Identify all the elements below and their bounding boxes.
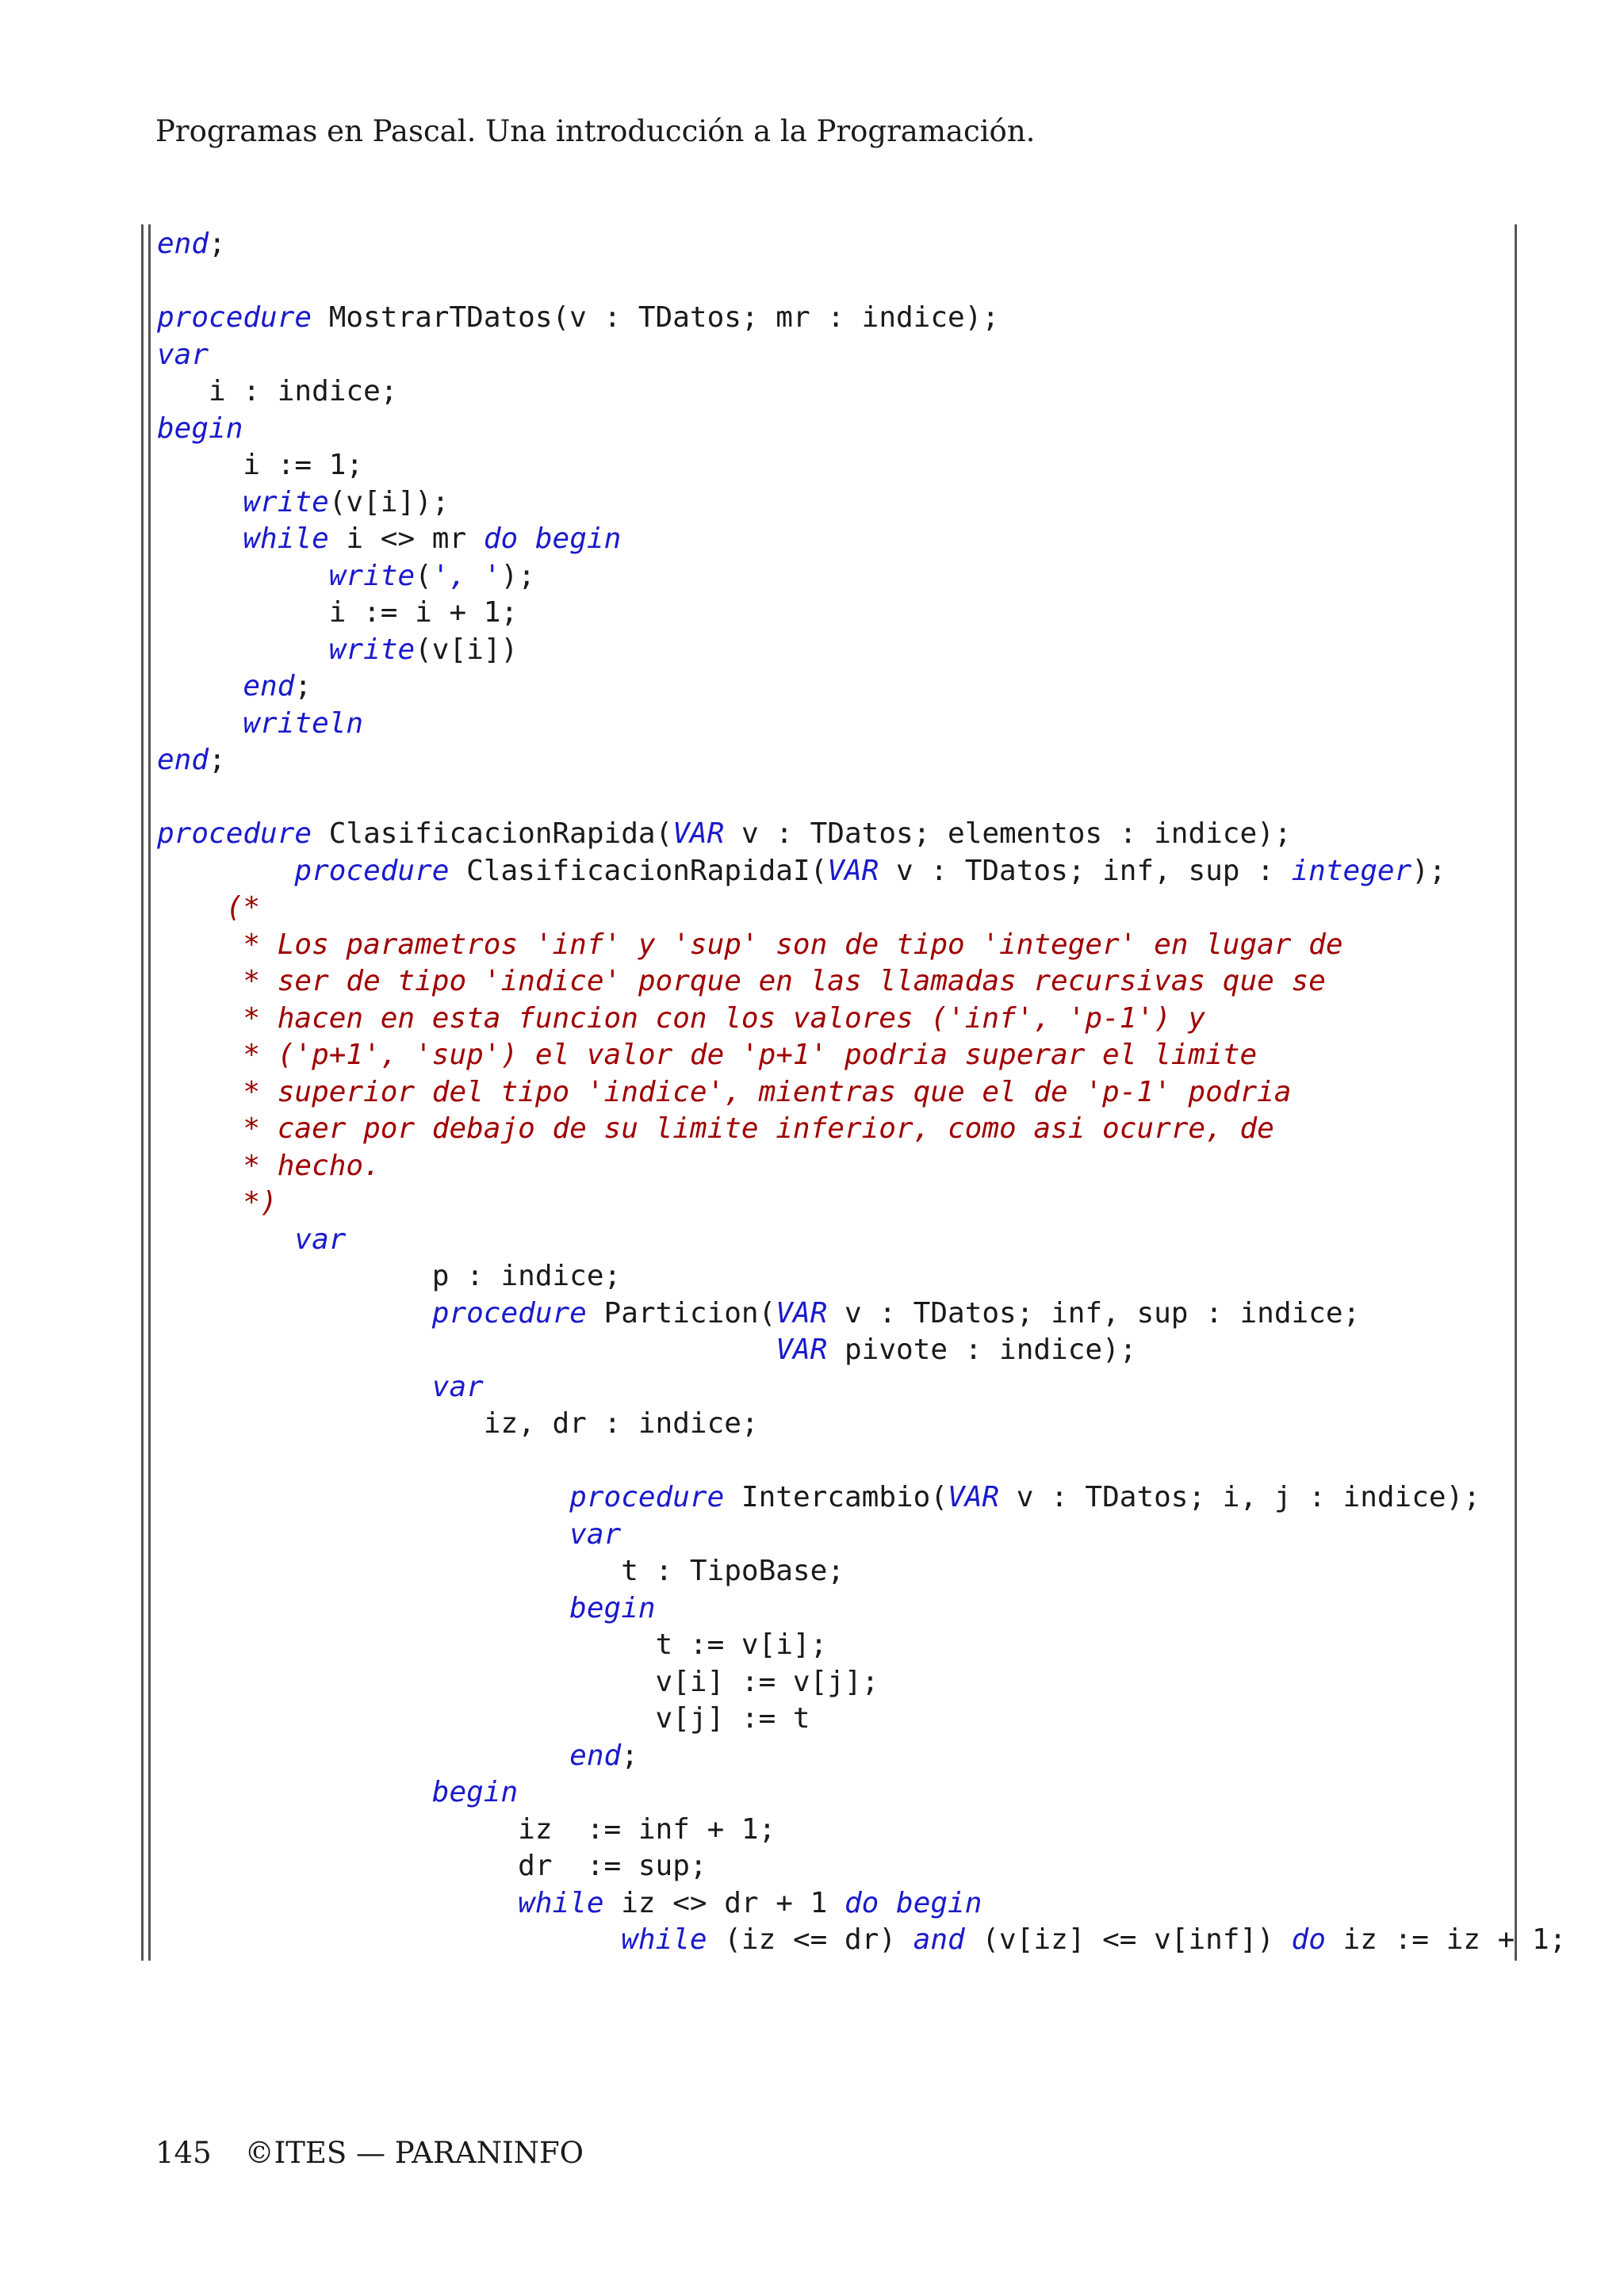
code-text: pivote : indice); [827, 1334, 1137, 1366]
code-keyword: write [328, 559, 416, 592]
code-line [157, 1553, 1505, 1590]
code-line [157, 1111, 1505, 1148]
code-text [157, 1297, 432, 1330]
code-text: ); [500, 559, 535, 592]
code-text: v : TDatos; i, j : indice); [999, 1481, 1480, 1513]
code-text: (v[i]); [328, 485, 450, 519]
code-line [157, 263, 1505, 300]
code-line [157, 668, 1505, 706]
code-text: iz := iz + 1; [1325, 1923, 1567, 1956]
code-line [157, 816, 1505, 853]
code-text [157, 633, 329, 666]
code-line [157, 521, 1505, 558]
code-text: ); [1411, 854, 1446, 887]
code-text [157, 1334, 776, 1366]
code-line [157, 1664, 1505, 1701]
code-line [157, 337, 1505, 374]
code-line [157, 890, 1505, 927]
code-text: p : indice; [157, 1260, 622, 1292]
code-text [157, 486, 243, 519]
code-text: v : TDatos; inf, sup : [879, 854, 1292, 887]
page-header: Programas en Pascal. Una introducción a la Programación. [155, 114, 1036, 148]
code-text [157, 522, 243, 555]
code-line [157, 1848, 1505, 1885]
code-keyword: begin [896, 1886, 982, 1919]
code-line [157, 1037, 1505, 1074]
code-keyword: begin [431, 1776, 519, 1808]
code-keyword: end [243, 670, 295, 702]
code-text [518, 522, 535, 555]
code-keyword: begin [569, 1591, 656, 1624]
code-text: i := i + 1; [157, 596, 519, 629]
code-line [157, 595, 1505, 632]
code-text: i := 1; [157, 449, 364, 481]
code-text: ( [415, 559, 432, 592]
code-keyword: VAR [827, 854, 879, 887]
code-comment: (* [157, 891, 261, 924]
code-frame-left-outer-rule [141, 224, 144, 1961]
code-text: iz <> dr + 1 [603, 1886, 845, 1919]
code-line [157, 1443, 1505, 1480]
code-listing [157, 226, 1567, 1959]
code-text [879, 1887, 896, 1919]
code-keyword: var [431, 1370, 484, 1403]
code-text: MostrarTDatos(v : TDatos; mr : indice); [312, 301, 1000, 334]
code-keyword: writeln [243, 706, 364, 740]
copyright-notice: ©ITES — PARANINFO [244, 2136, 584, 2170]
code-keyword: end [157, 228, 209, 260]
code-keyword: var [157, 338, 209, 371]
code-text [157, 1887, 518, 1919]
code-keyword: do [844, 1886, 879, 1919]
code-keyword: write [243, 485, 329, 519]
code-keyword: end [157, 744, 209, 776]
code-keyword: do [483, 522, 519, 555]
code-keyword: begin [157, 411, 243, 445]
code-text [157, 855, 294, 887]
code-keyword: procedure [431, 1296, 587, 1330]
code-text [157, 1518, 569, 1551]
code-line [157, 1590, 1505, 1628]
code-line [157, 373, 1505, 411]
code-text: ClasificacionRapidaI( [449, 854, 828, 887]
code-keyword: procedure [157, 301, 312, 334]
code-keyword: VAR [776, 1296, 828, 1330]
code-line [157, 1922, 1567, 1959]
code-frame-left-inner-rule [148, 224, 151, 1961]
code-line [157, 1222, 1505, 1259]
code-text: iz := inf + 1; [157, 1812, 776, 1846]
code-comment: *) [157, 1186, 278, 1219]
code-comment: * hacen en esta funcion con los valores ('inf', 'p-1') y [157, 1001, 1206, 1035]
code-text: ; [294, 670, 312, 702]
code-line [157, 1774, 1505, 1812]
code-frame-right-rule [1515, 224, 1517, 1961]
code-line [157, 1812, 1505, 1849]
code-line [157, 742, 1505, 779]
code-text [157, 1923, 621, 1956]
code-comment: * ('p+1', 'sup') el valor de 'p+1' podria superar el limite [157, 1039, 1258, 1071]
code-text: i : indice; [157, 375, 398, 408]
code-line [157, 300, 1505, 337]
code-text: ; [209, 228, 226, 260]
code-text [157, 670, 243, 702]
code-line [157, 1184, 1505, 1222]
code-line [157, 1627, 1505, 1664]
code-keyword: var [569, 1517, 622, 1551]
code-line [157, 558, 1505, 595]
code-text [157, 1223, 294, 1256]
code-keyword: do [1291, 1923, 1326, 1956]
code-line [157, 632, 1505, 669]
code-line [157, 1332, 1505, 1369]
code-keyword: integer [1291, 854, 1412, 887]
code-text: dr := sup; [157, 1850, 707, 1882]
code-line [157, 1148, 1505, 1185]
code-keyword: while [243, 522, 329, 555]
code-keyword: procedure [294, 854, 450, 887]
code-line [157, 1479, 1505, 1517]
code-text [157, 560, 329, 592]
code-keyword: and [913, 1923, 965, 1956]
code-text: Intercambio( [724, 1481, 948, 1513]
code-line [157, 1369, 1505, 1406]
code-keyword: while [621, 1923, 707, 1956]
code-comment: * superior del tipo 'indice', mientras que el de 'p-1' podria [157, 1075, 1292, 1108]
code-line [157, 1406, 1505, 1443]
page-footer [155, 2136, 584, 2170]
code-line [157, 1074, 1505, 1112]
code-line [157, 1885, 1505, 1923]
code-text: v : TDatos; elementos : indice); [724, 817, 1292, 850]
code-line [157, 484, 1505, 522]
code-text: iz, dr : indice; [157, 1407, 759, 1440]
code-text: (v[iz] <= v[inf]) [964, 1923, 1292, 1956]
code-string: ', ' [431, 559, 501, 592]
code-line [157, 927, 1505, 964]
code-text [157, 1776, 432, 1808]
code-keyword: while [518, 1886, 604, 1919]
code-keyword: begin [534, 522, 622, 555]
code-line [157, 1001, 1505, 1038]
code-keyword: VAR [776, 1334, 828, 1366]
code-keyword: end [569, 1739, 622, 1772]
code-text [157, 1592, 569, 1624]
code-keyword: write [328, 633, 416, 666]
code-keyword: VAR [672, 817, 725, 850]
code-line [157, 1517, 1505, 1554]
code-text: i <> mr [328, 522, 484, 555]
code-keyword: procedure [157, 817, 312, 850]
code-text: ; [621, 1739, 638, 1772]
code-text: Particion( [586, 1296, 776, 1330]
code-keyword: var [294, 1223, 347, 1256]
code-line [157, 447, 1505, 484]
code-text [157, 1371, 432, 1403]
page-number: 145 [155, 2136, 212, 2170]
code-keyword: VAR [948, 1481, 1000, 1513]
code-comment: * caer por debajo de su limite inferior, como asi ocurre, de [157, 1112, 1274, 1145]
code-line [157, 1295, 1505, 1333]
code-line [157, 226, 1505, 263]
code-line [157, 411, 1505, 448]
code-line [157, 706, 1505, 743]
code-text [157, 1481, 569, 1513]
code-text: ; [209, 744, 226, 776]
code-text: t := v[i]; [157, 1628, 828, 1661]
code-keyword: procedure [569, 1481, 725, 1513]
code-text: t : TipoBase; [157, 1555, 845, 1587]
code-line [157, 1258, 1505, 1295]
code-line [157, 1701, 1505, 1738]
code-line [157, 853, 1505, 890]
code-text: v[i] := v[j]; [157, 1665, 879, 1698]
code-line [157, 963, 1505, 1001]
code-comment: * hecho. [157, 1149, 381, 1182]
code-text [157, 707, 243, 740]
code-text: (iz <= dr) [707, 1923, 914, 1956]
code-text: v : TDatos; inf, sup : indice; [827, 1296, 1361, 1330]
code-comment: * Los parametros 'inf' y 'sup' son de tipo 'integer' en lugar de [157, 928, 1343, 961]
code-line [157, 1738, 1505, 1775]
code-text [157, 1739, 569, 1772]
code-text: (v[i]) [415, 633, 519, 666]
code-line [157, 779, 1505, 817]
code-comment: * ser de tipo 'indice' porque en las llamadas recursivas que se [157, 965, 1326, 997]
code-text: v[j] := t [157, 1702, 810, 1735]
code-text: ClasificacionRapida( [312, 817, 673, 850]
